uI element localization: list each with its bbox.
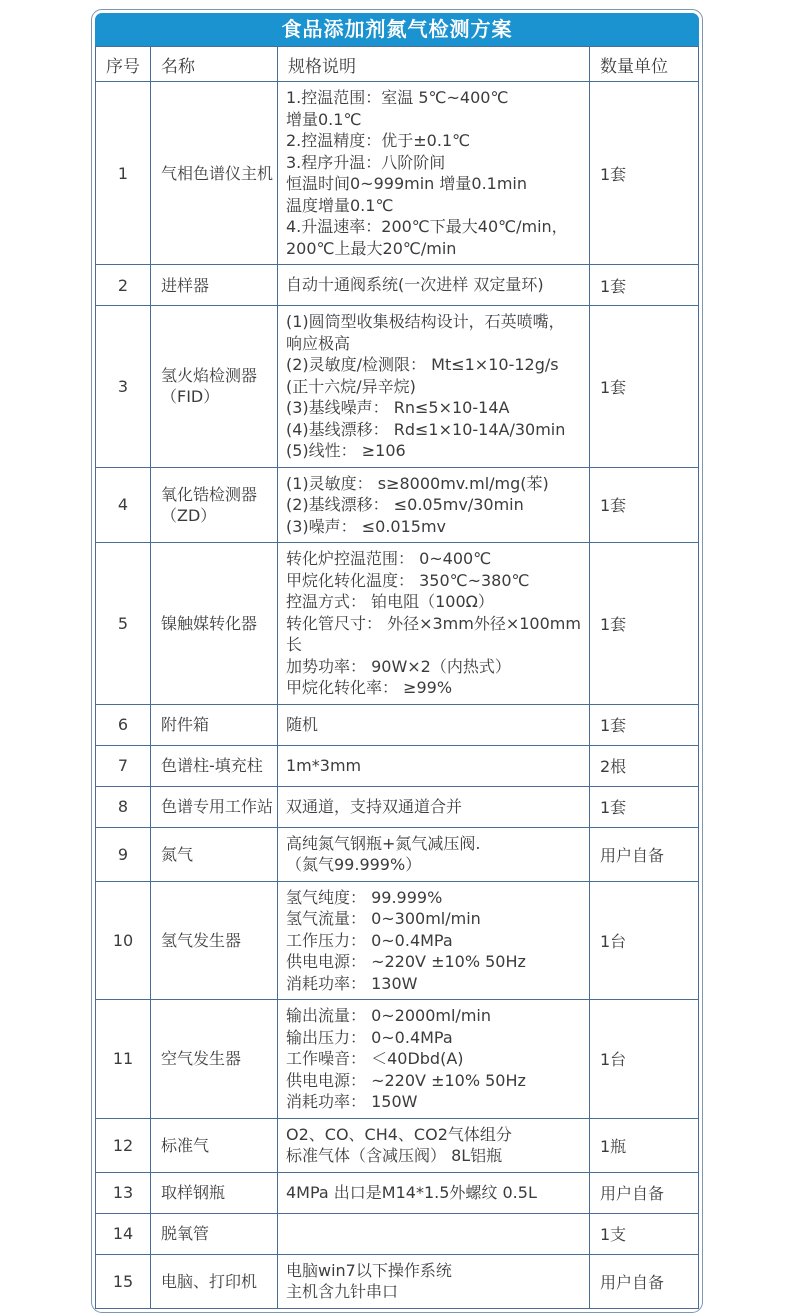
cell-specification: [278, 265, 590, 306]
column-header-qty: 数量单位: [590, 47, 699, 82]
spec-sheet: [91, 9, 703, 1313]
cell-quantity-unit: 用户自备: [590, 827, 699, 881]
cell-quantity-unit: 1套: [590, 82, 699, 265]
cell-specification: [278, 1213, 590, 1254]
cell-serial-number: 4: [96, 467, 151, 543]
cell-serial-number: 9: [96, 827, 151, 881]
cell-serial-number: 2: [96, 265, 151, 306]
cell-serial-number: 13: [96, 1172, 151, 1213]
table-row: [96, 1254, 699, 1308]
spec-line: 工作噪音： ＜40Dbd(A): [286, 1049, 464, 1068]
cell-quantity-unit: 1瓶: [590, 1118, 699, 1172]
spec-line: 电脑win7以下操作系统: [286, 1260, 452, 1280]
table-row: [96, 265, 699, 306]
spec-line: 供电电源： ~220V ±10% 50Hz: [286, 1070, 526, 1090]
table-row: [96, 881, 699, 1000]
cell-specification: [278, 306, 590, 468]
spec-line: 供电电源： ~220V ±10% 50Hz: [286, 952, 526, 971]
cell-quantity-unit: 1套: [590, 467, 699, 543]
cell-specification: [278, 1000, 590, 1119]
spec-line: O2、CO、CH4、CO2气体组分: [286, 1124, 512, 1144]
cell-item-name: 氢火焰检测器（FID）: [151, 306, 278, 468]
spec-line: 200℃上最大20℃/min: [286, 238, 457, 258]
cell-item-name: 氧化锆检测器（ZD）: [151, 467, 278, 543]
cell-serial-number: 3: [96, 306, 151, 468]
spec-line: 输出流量： 0~2000ml/min: [286, 1006, 491, 1025]
spec-line: 氢气纯度： 99.999%: [286, 887, 443, 907]
spec-line: (2)灵敏度/检测限： Mt≤1×10-12g/s: [286, 355, 559, 374]
spec-line: 甲烷化转化率： ≥99%: [286, 678, 453, 697]
cell-quantity-unit: 2根: [590, 745, 699, 786]
cell-serial-number: 10: [96, 881, 151, 1000]
cell-quantity-unit: 用户自备: [590, 1172, 699, 1213]
cell-quantity-unit: 1套: [590, 306, 699, 468]
cell-specification: [278, 1118, 590, 1172]
spec-line: (1)灵敏度： s≥8000mv.ml/mg(苯): [286, 473, 549, 493]
spec-line: 4MPa 出口是M14*1.5外螺纹 0.5L: [286, 1182, 537, 1202]
spec-line: 1.控温范围：室温 5℃~400℃: [286, 88, 509, 107]
table-row: [96, 1213, 699, 1254]
table-row: [96, 1000, 699, 1119]
cell-item-name: 空气发生器: [151, 1000, 278, 1119]
spec-line: 转化炉控温范围： 0~400℃: [286, 549, 492, 568]
cell-item-name: 附件箱: [151, 704, 278, 745]
spec-line: 1m*3mm: [286, 755, 362, 775]
spec-line: （氮气99.999%）: [286, 855, 422, 874]
spec-line: (4)基线漂移： Rd≤1×10-14A/30min: [286, 419, 566, 439]
spec-line: (3)噪声： ≤0.015mv: [286, 516, 447, 536]
spec-line: 转化管尺寸： 外径×3mm外径×100mm长: [286, 613, 581, 654]
cell-specification: [278, 1254, 590, 1308]
cell-quantity-unit: 1套: [590, 265, 699, 306]
cell-specification: [278, 786, 590, 827]
table-row: [96, 1118, 699, 1172]
cell-item-name: 气相色谱仪主机: [151, 82, 278, 265]
spec-line: 工作压力： 0~0.4MPa: [286, 930, 453, 950]
cell-quantity-unit: 1套: [590, 704, 699, 745]
spec-line: 主机含九针串口: [286, 1282, 399, 1301]
table-row: [96, 745, 699, 786]
table-row: [96, 306, 699, 468]
table-row: [96, 82, 699, 265]
cell-item-name: 镍触媒转化器: [151, 543, 278, 705]
column-header-name: 名称: [151, 47, 278, 82]
cell-item-name: 电脑、打印机: [151, 1254, 278, 1308]
cell-serial-number: 11: [96, 1000, 151, 1119]
header-row: [96, 47, 699, 82]
cell-item-name: 色谱专用工作站: [151, 786, 278, 827]
table-row: [96, 827, 699, 881]
spec-line: 增量0.1℃: [286, 109, 362, 129]
table-header: [96, 47, 699, 82]
table-body: [96, 82, 699, 1309]
column-header-spec: 规格说明: [278, 47, 590, 82]
spec-line: 3.程序升温：八阶阶间: [286, 152, 446, 172]
table-row: [96, 543, 699, 705]
cell-serial-number: 5: [96, 543, 151, 705]
cell-specification: [278, 1172, 590, 1213]
spec-line: 恒温时间0~999min 增量0.1min: [286, 174, 528, 193]
spec-line: (5)线性： ≥106: [286, 441, 406, 460]
cell-specification: [278, 82, 590, 265]
spec-line: 2.控温精度：优于±0.1℃: [286, 131, 471, 150]
spec-line: 标准气体（含减压阀） 8L铝瓶: [286, 1146, 503, 1165]
spec-line: (正十六烷/异辛烷): [286, 376, 416, 396]
cell-quantity-unit: 1套: [590, 543, 699, 705]
cell-specification: [278, 745, 590, 786]
cell-quantity-unit: 1台: [590, 881, 699, 1000]
spec-line: (1)圆筒型收集极结构设计，石英喷嘴，: [286, 312, 565, 331]
cell-serial-number: 12: [96, 1118, 151, 1172]
cell-serial-number: 1: [96, 82, 151, 265]
cell-specification: [278, 543, 590, 705]
cell-specification: [278, 881, 590, 1000]
table-row: [96, 1172, 699, 1213]
cell-specification: [278, 827, 590, 881]
column-header-no: 序号: [96, 47, 151, 82]
spec-line: 自动十通阀系统(一次进样 双定量环): [286, 275, 544, 295]
cell-serial-number: 8: [96, 786, 151, 827]
cell-quantity-unit: 1台: [590, 1000, 699, 1119]
spec-line: 甲烷化转化温度： 350℃~380℃: [286, 570, 530, 590]
cell-quantity-unit: 1支: [590, 1213, 699, 1254]
spec-table: [95, 46, 699, 1309]
spec-line: 响应极高: [286, 333, 351, 353]
cell-quantity-unit: 用户自备: [590, 1254, 699, 1308]
spec-line: 消耗功率： 130W: [286, 973, 418, 993]
spec-line: 控温方式： 铂电阻（100Ω）: [286, 592, 494, 611]
spec-line: 消耗功率： 150W: [286, 1092, 418, 1111]
cell-serial-number: 14: [96, 1213, 151, 1254]
spec-line: 氢气流量： 0~300ml/min: [286, 909, 481, 928]
spec-line: (2)基线漂移： ≤0.05mv/30min: [286, 495, 524, 514]
cell-quantity-unit: 1套: [590, 786, 699, 827]
document-title: 食品添加剂氮气检测方案: [95, 13, 699, 46]
table-row: [96, 786, 699, 827]
cell-serial-number: 7: [96, 745, 151, 786]
table-row: [96, 467, 699, 543]
cell-serial-number: 15: [96, 1254, 151, 1308]
cell-item-name: 氮气: [151, 827, 278, 881]
table-row: [96, 704, 699, 745]
cell-specification: [278, 467, 590, 543]
cell-item-name: 脱氧管: [151, 1213, 278, 1254]
spec-line: 加势功率： 90W×2（内热式）: [286, 656, 511, 676]
spec-line: 双通道，支持双通道合并: [286, 796, 463, 816]
spec-line: 随机: [286, 714, 319, 734]
spec-line: 高纯氮气钢瓶+氮气减压阀.: [286, 833, 481, 853]
cell-specification: [278, 704, 590, 745]
cell-item-name: 氢气发生器: [151, 881, 278, 1000]
cell-item-name: 进样器: [151, 265, 278, 306]
spec-line: (3)基线噪声： Rn≤5×10-14A: [286, 398, 510, 417]
cell-item-name: 取样钢瓶: [151, 1172, 278, 1213]
spec-line: 温度增量0.1℃: [286, 195, 394, 215]
spec-line: 输出压力： 0~0.4MPa: [286, 1027, 453, 1047]
cell-item-name: 标准气: [151, 1118, 278, 1172]
cell-serial-number: 6: [96, 704, 151, 745]
spec-line: 4.升温速率：200℃下最大40℃/min，: [286, 217, 568, 236]
cell-item-name: 色谱柱-填充柱: [151, 745, 278, 786]
